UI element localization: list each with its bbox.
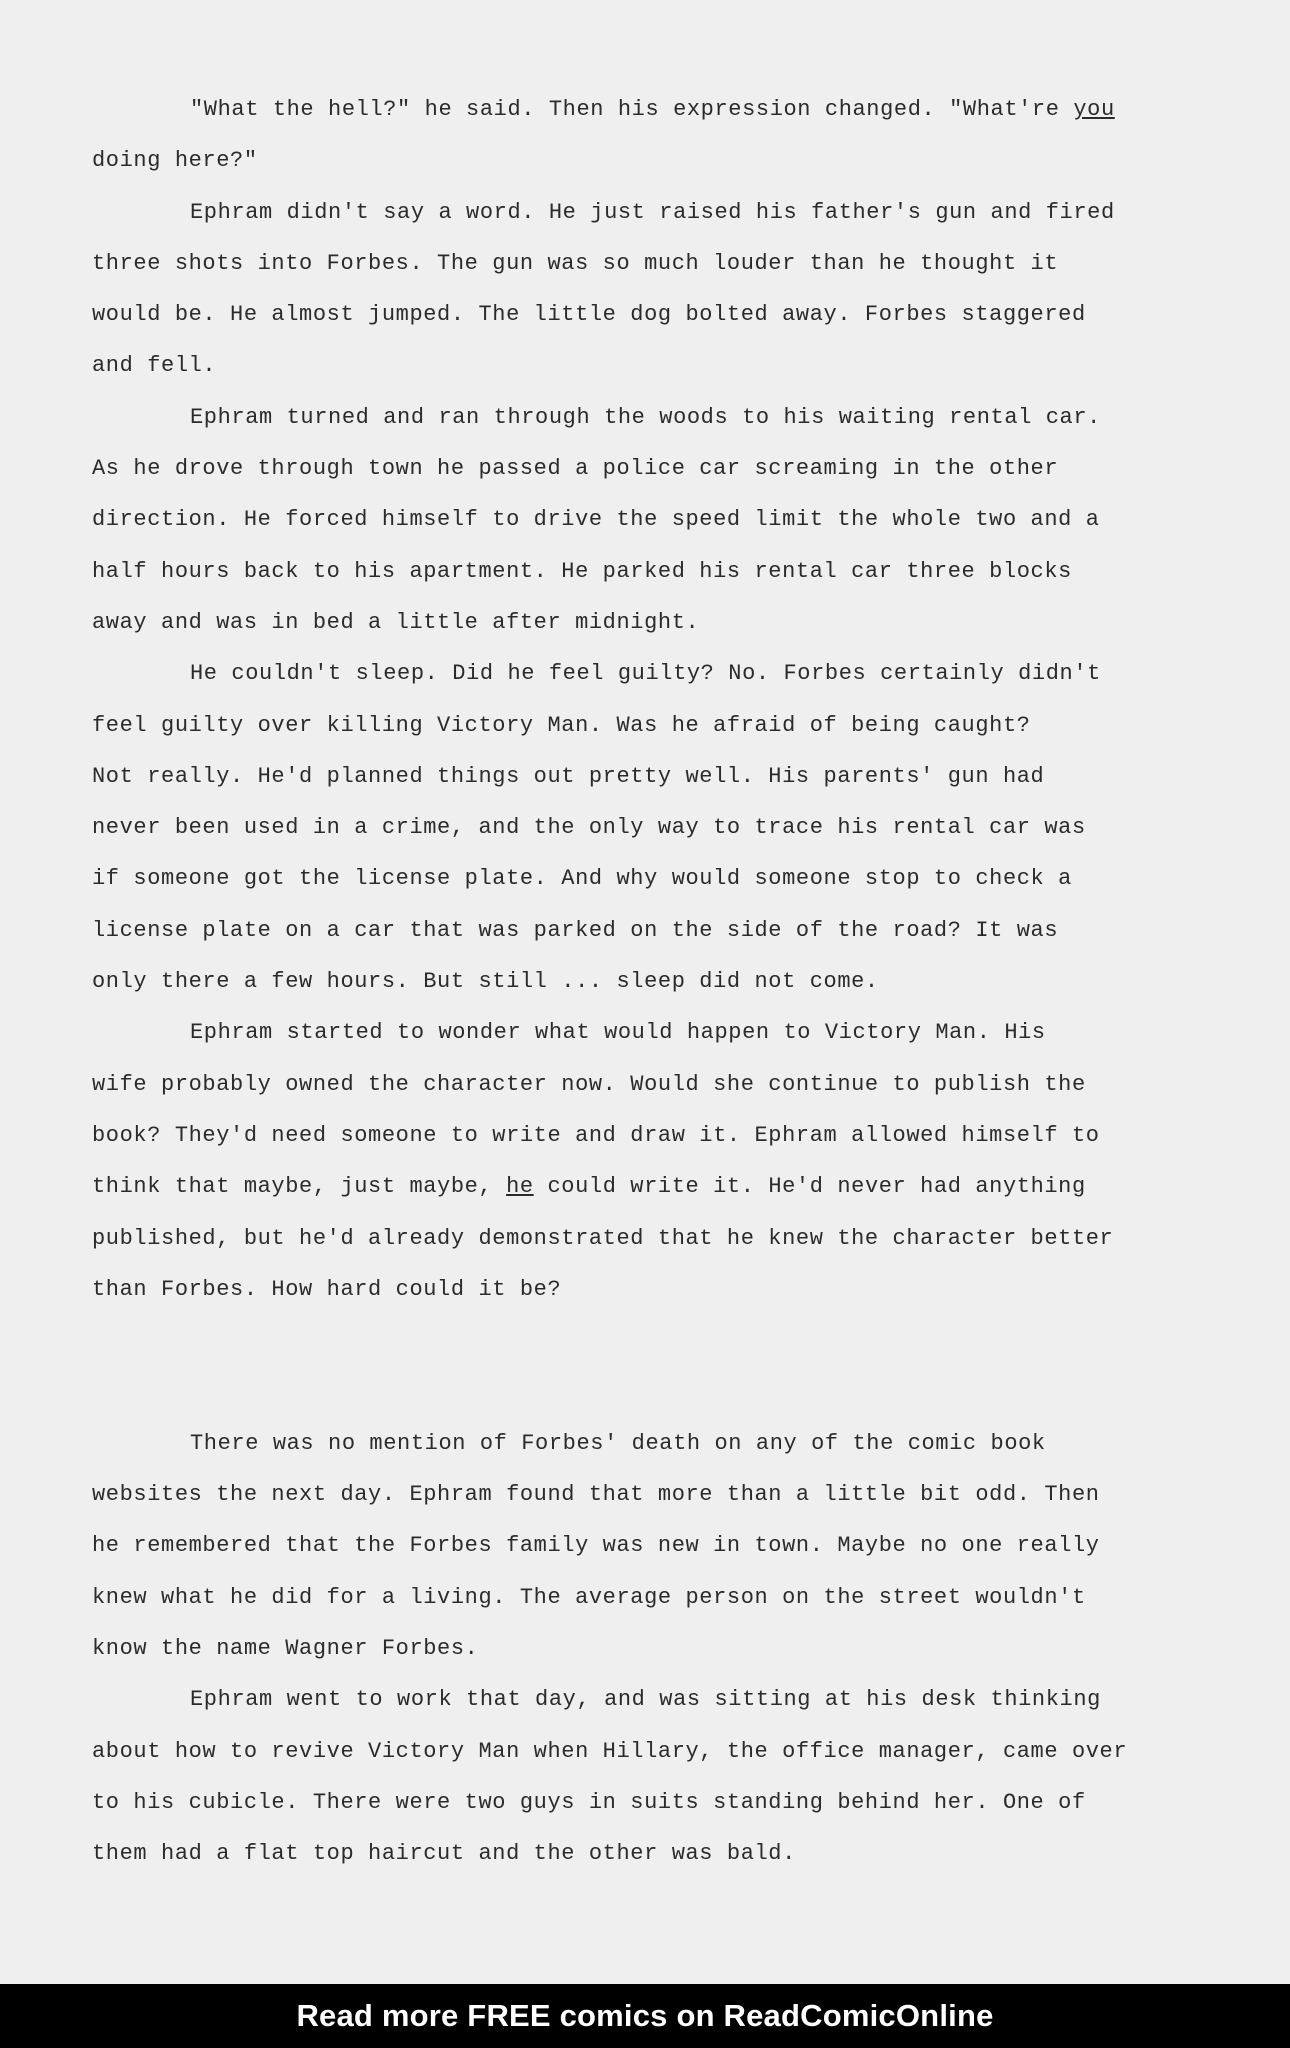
text-line: license plate on a car that was parked on the side of the road? It was xyxy=(92,917,1059,943)
text-line: knew what he did for a living. The average person on the street wouldn't xyxy=(92,1584,1086,1610)
paragraph xyxy=(92,648,1202,1007)
text-line: As he drove through town he passed a police car screaming in the other xyxy=(92,456,1059,482)
text-line: feel guilty over killing Victory Man. Was he afraid of being caught? xyxy=(92,712,1031,738)
text-line: published, but he'd already demonstrated that he knew the character better xyxy=(92,1225,1114,1251)
text-line: think that maybe, just maybe, he could write it. He'd never had anything xyxy=(92,1174,1086,1200)
text-line: away and was in bed a little after midnight. xyxy=(92,609,700,635)
text-line: wife probably owned the character now. Would she continue to publish the xyxy=(92,1071,1086,1097)
text-line: There was no mention of Forbes' death on any of the comic book xyxy=(190,1430,1046,1456)
paragraph xyxy=(92,392,1202,648)
paragraph xyxy=(92,84,1202,187)
text-line: them had a flat top haircut and the other was bald. xyxy=(92,1841,796,1867)
text-line: Ephram started to wonder what would happen to Victory Man. His xyxy=(190,1020,1046,1046)
text-line: three shots into Forbes. The gun was so much louder than he thought it xyxy=(92,250,1059,276)
text-line: if someone got the license plate. And why would someone stop to check a xyxy=(92,866,1072,892)
text-line: about how to revive Victory Man when Hillary, the office manager, came over xyxy=(92,1738,1128,1764)
text-line: half hours back to his apartment. He parked his rental car three blocks xyxy=(92,558,1072,584)
text-line: and fell. xyxy=(92,353,217,379)
text-line: Ephram didn't say a word. He just raised his father's gun and fired xyxy=(190,199,1115,225)
paragraph xyxy=(92,1418,1202,1674)
page-text xyxy=(92,84,1202,1879)
text-line: Not really. He'd planned things out pretty well. His parents' gun had xyxy=(92,763,1045,789)
text-line: would be. He almost jumped. The little dog bolted away. Forbes staggered xyxy=(92,302,1086,328)
text-line: direction. He forced himself to drive the speed limit the whole two and a xyxy=(92,507,1100,533)
text-line: websites the next day. Ephram found that more than a little bit odd. Then xyxy=(92,1482,1100,1508)
text-line: He couldn't sleep. Did he feel guilty? No. Forbes certainly didn't xyxy=(190,661,1101,687)
text-line: than Forbes. How hard could it be? xyxy=(92,1276,562,1302)
text-line: book? They'd need someone to write and draw it. Ephram allowed himself to xyxy=(92,1122,1100,1148)
text-line: "What the hell?" he said. Then his expression changed. "What're you xyxy=(190,97,1115,122)
underlined-word: he xyxy=(506,1174,534,1200)
text-line: only there a few hours. But still ... sleep did not come. xyxy=(92,969,879,995)
section-break xyxy=(92,1315,1202,1418)
text-line: know the name Wagner Forbes. xyxy=(92,1635,479,1661)
text-line: Ephram went to work that day, and was sitting at his desk thinking xyxy=(190,1687,1101,1713)
paragraph xyxy=(92,187,1202,392)
text-line: doing here?" xyxy=(92,148,258,174)
text-line: Ephram turned and ran through the woods to his waiting rental car. xyxy=(190,404,1101,430)
underlined-word: you xyxy=(1073,97,1115,122)
text-line: to his cubicle. There were two guys in suits standing behind her. One of xyxy=(92,1789,1086,1815)
paragraph xyxy=(92,1007,1202,1315)
text-line: never been used in a crime, and the only way to trace his rental car was xyxy=(92,815,1086,841)
paragraph xyxy=(92,1674,1202,1879)
text-line: he remembered that the Forbes family was new in town. Maybe no one really xyxy=(92,1533,1100,1559)
promo-banner-link[interactable]: Read more FREE comics on ReadComicOnline xyxy=(296,1998,994,2033)
promo-banner[interactable] xyxy=(0,1984,1290,2048)
